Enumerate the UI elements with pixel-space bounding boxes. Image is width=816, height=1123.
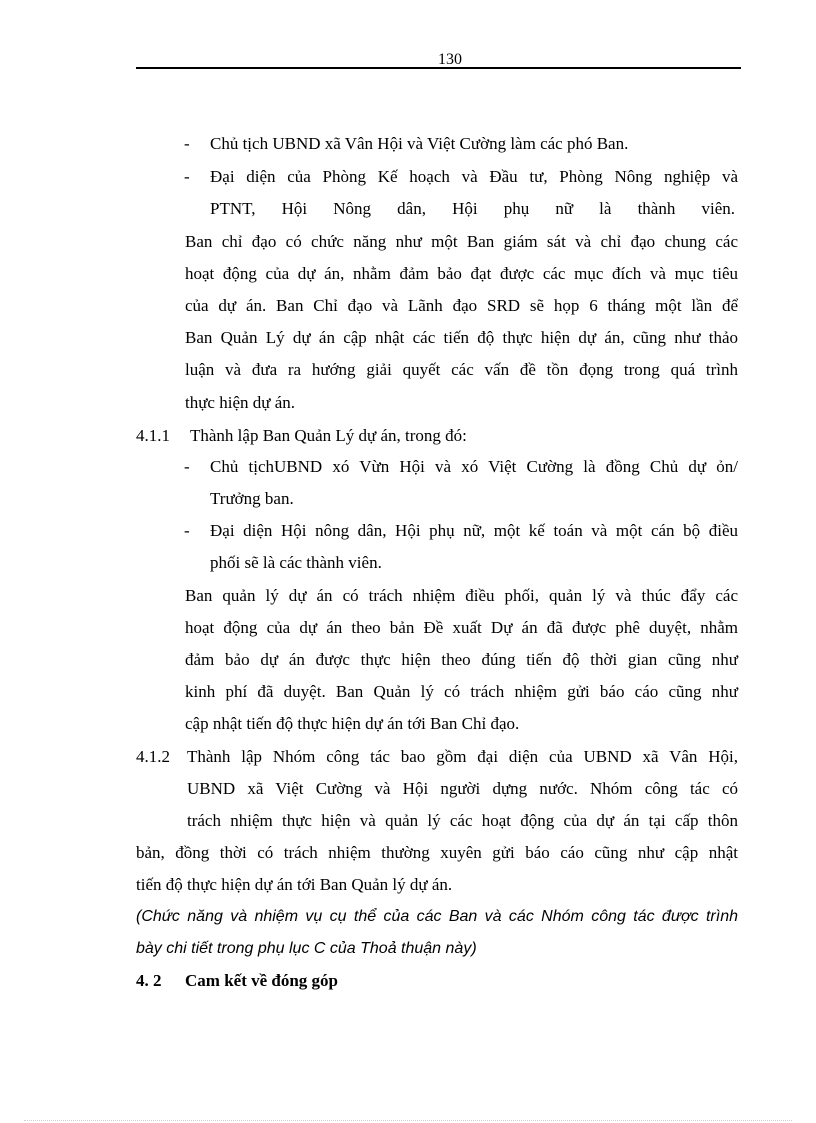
header-rule xyxy=(136,67,741,69)
note-line: (Chức năng và nhiệm vụ cụ thể của các Ban và các Nhóm công tác được trình xyxy=(136,908,738,925)
paragraph-line: đảm bảo dự án được thực hiện theo đúng tiến độ thời gian cũng như xyxy=(185,650,738,669)
paragraph-line: tiến độ thực hiện dự án tới Ban Quản lý dự án. xyxy=(136,875,453,894)
section-number: 4.1.1 xyxy=(136,426,170,445)
bullet-dash: - xyxy=(184,521,190,540)
bullet-text-continuation: PTNT, Hội Nông dân, Hội phụ nữ là thành viên. xyxy=(210,199,735,218)
paragraph-line: cập nhật tiến độ thực hiện dự án tới Ban Chỉ đạo. xyxy=(185,714,520,733)
section-heading: Thành lập Ban Quản Lý dự án, trong đó: xyxy=(190,426,467,445)
paragraph-line: luận và đưa ra hướng giải quyết các vấn đề tồn đọng trong quá trình xyxy=(185,360,738,379)
bullet-dash: - xyxy=(184,167,190,186)
paragraph-line: UBND xã Việt Cường và Hội người dựng nước. Nhóm công tác có xyxy=(187,779,738,798)
paragraph-line: Thành lập Nhóm công tác bao gồm đại diện của UBND xã Vân Hội, xyxy=(187,747,738,766)
bullet-text: Chủ tịch UBND xã Vân Hội và Việt Cường làm các phó Ban. xyxy=(210,134,629,153)
bullet-text: Chủ tịchUBND xó Vừn Hội và xó Việt Cường là đồng Chủ dự ỏn/ xyxy=(210,457,738,476)
paragraph-line: của dự án. Ban Chỉ đạo và Lãnh đạo SRD sẽ họp 6 tháng một lần để xyxy=(185,296,738,315)
bullet-dash: - xyxy=(184,134,190,153)
bullet-dash: - xyxy=(184,457,190,476)
paragraph-line: hoạt động của dự án, nhằm đảm bảo đạt được các mục đích và mục tiêu xyxy=(185,264,738,283)
bullet-text: Đại diện của Phòng Kế hoạch và Đầu tư, Phòng Nông nghiệp và xyxy=(210,167,738,186)
section-heading: Cam kết về đóng góp xyxy=(185,971,339,990)
bullet-text-continuation: phối sẽ là các thành viên. xyxy=(210,553,382,572)
paragraph-line: Ban chỉ đạo có chức năng như một Ban giám sát và chỉ đạo chung các xyxy=(185,232,738,251)
paragraph-line: thực hiện dự án. xyxy=(185,393,296,412)
paragraph-line: Ban Quản Lý dự án cập nhật các tiến độ thực hiện dự án, cũng như thảo xyxy=(185,328,738,347)
section-number: 4. 2 xyxy=(136,971,162,990)
paragraph-line: kinh phí đã duyệt. Ban Quản lý có trách nhiệm gửi báo cáo cũng như xyxy=(185,682,738,701)
paragraph-line: trách nhiệm thực hiện và quản lý các hoạt động của dự án tại cấp thôn xyxy=(187,811,738,830)
page-number: 130 xyxy=(438,51,462,68)
paragraph-line: Ban quản lý dự án có trách nhiệm điều phối, quản lý và thúc đẩy các xyxy=(185,586,738,605)
note-line: bày chi tiết trong phụ lục C của Thoả thuận này) xyxy=(136,940,477,957)
paragraph-line: bản, đồng thời có trách nhiệm thường xuyên gửi báo cáo cũng như cập nhật xyxy=(136,843,738,862)
section-number: 4.1.2 xyxy=(136,747,170,766)
bullet-text: Đại diện Hội nông dân, Hội phụ nữ, một kế toán và một cán bộ điều xyxy=(210,521,738,540)
paragraph-line: hoạt động của dự án theo bản Đề xuất Dự án đã được phê duyệt, nhằm xyxy=(185,618,738,637)
page-bottom-border xyxy=(24,1120,792,1121)
bullet-text-continuation: Trưởng ban. xyxy=(210,489,294,508)
